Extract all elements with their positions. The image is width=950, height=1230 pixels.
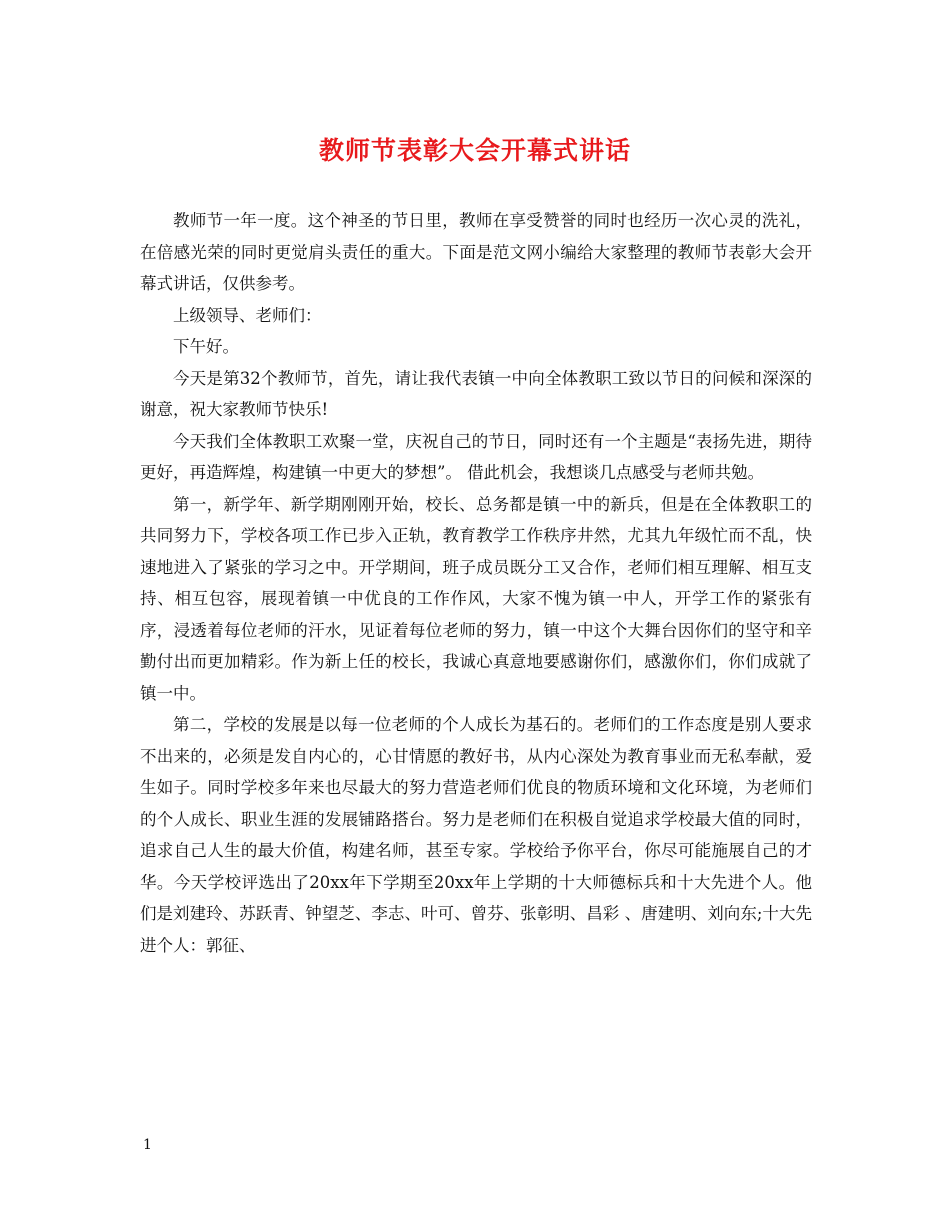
paragraph-salutation: 上级领导、老师们： — [173, 305, 322, 325]
paragraph-intro: 教师节一年一度。这个神圣的节日里，教师在享受赞誉的同时也经历一次心灵的洗礼，在倍感光荣的同时更觉肩头责任的重大。下面是范文网小编给大家整理的教师节表彰大会开幕式讲话，仅供参考。 — [140, 211, 812, 293]
paragraph-opening: 今天是第32个教师节，首先，请让我代表镇一中向全体教职工致以节日的问候和深深的谢意，祝大家教师节快乐! — [140, 368, 812, 419]
paragraph-theme: 今天我们全体教职工欢聚一堂，庆祝自己的节日，同时还有一个主题是“表扬先进，期待更好，再造辉煌，构建镇一中更大的梦想”。 借此机会，我想谈几点感受与老师共勉。 — [140, 431, 812, 482]
paragraph-first-point: 第一，新学年、新学期刚刚开始，校长、总务都是镇一中的新兵，但是在全体教职工的共同努力下，学校各项工作已步入正轨，教育教学工作秩序井然，尤其九年级忙而不乱，快速地进入了紧张的学习之中。开学期间，班子成员既分工又合作，老师们相互理解、相互支持、相互包容，展现着镇一中优良的工作作风，大家不愧为镇一中人，开学工作的紧张有序，浸透着每位老师的汗水，见证着每位老师的努力，镇一中这个大舞台因你们的坚守和辛勤付出而更加精彩。作为新上任的校长，我诚心真意地要感谢你们，感激你们，你们成就了镇一中。 — [140, 494, 812, 703]
document-body — [140, 205, 812, 961]
document-title: 教师节表彰大会开幕式讲话 — [318, 136, 631, 165]
paragraph-second-point: 第二，学校的发展是以每一位老师的个人成长为基石的。老师们的工作态度是别人要求不出来的，必须是发自内心的，心甘情愿的教好书，从内心深处为教育事业而无私奉献，爱生如子。同时学校多年来也尽最大的努力营造老师们优良的物质环境和文化环境，为老师们的个人成长、职业生涯的发展铺路搭台。努力是老师们在积极自觉追求学校最大值的同时，追求自己人生的最大价值，构建名师，甚至专家。学校给予你平台，你尽可能施展自己的才华。今天学校评选出了20xx年下学期至20xx年上学期的十大师德标兵和十大先进个人。他们是刘建玲、苏跃青、钟望芝、李志、叶可、曾芬、张彰明、昌彩 、唐建明、刘向东;十大先进个人：郭征、 — [140, 715, 812, 955]
page-number: 1 — [143, 1137, 152, 1153]
paragraph-greeting: 下午好。 — [173, 337, 239, 356]
